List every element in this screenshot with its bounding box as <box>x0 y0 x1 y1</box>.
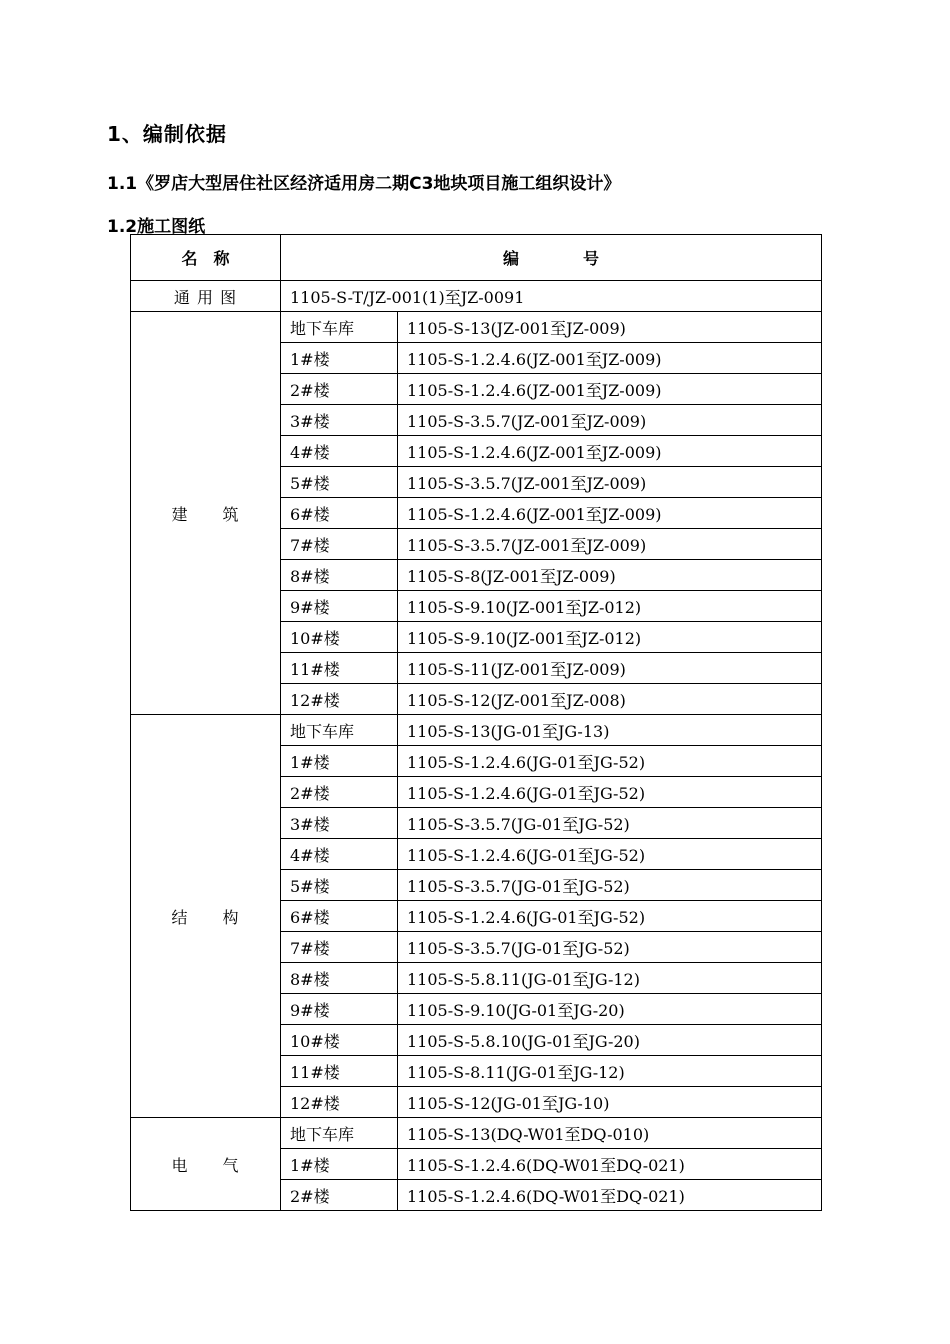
building-cell: 地下车库 <box>281 715 398 746</box>
drawing-code-cell: 1105-S-1.2.4.6(JZ-001至JZ-009) <box>398 498 822 529</box>
drawing-code-cell: 1105-S-9.10(JZ-001至JZ-012) <box>398 622 822 653</box>
building-cell: 4#楼 <box>281 436 398 467</box>
section-heading: 1、编制依据 <box>107 122 227 146</box>
general-label-cell: 通 用 图 <box>131 281 281 312</box>
building-cell: 9#楼 <box>281 591 398 622</box>
building-cell: 2#楼 <box>281 777 398 808</box>
drawing-code-cell: 1105-S-12(JG-01至JG-10) <box>398 1087 822 1118</box>
drawing-code-cell: 1105-S-12(JZ-001至JZ-008) <box>398 684 822 715</box>
drawing-code-cell: 1105-S-1.2.4.6(JG-01至JG-52) <box>398 746 822 777</box>
building-cell: 8#楼 <box>281 963 398 994</box>
building-cell: 6#楼 <box>281 498 398 529</box>
building-cell: 11#楼 <box>281 1056 398 1087</box>
drawing-code-cell: 1105-S-1.2.4.6(JG-01至JG-52) <box>398 839 822 870</box>
table-row <box>131 1118 822 1149</box>
building-cell: 2#楼 <box>281 374 398 405</box>
building-cell: 2#楼 <box>281 1180 398 1211</box>
building-cell: 1#楼 <box>281 746 398 777</box>
table-row <box>131 715 822 746</box>
drawing-code-cell: 1105-S-13(DQ-W01至DQ-010) <box>398 1118 822 1149</box>
building-cell: 10#楼 <box>281 1025 398 1056</box>
building-cell: 5#楼 <box>281 467 398 498</box>
drawing-code-cell: 1105-S-3.5.7(JG-01至JG-52) <box>398 932 822 963</box>
category-cell: 电 气 <box>131 1118 281 1211</box>
drawing-code-cell: 1105-S-8.11(JG-01至JG-12) <box>398 1056 822 1087</box>
building-cell: 5#楼 <box>281 870 398 901</box>
building-cell: 地下车库 <box>281 312 398 343</box>
drawing-code-cell: 1105-S-13(JG-01至JG-13) <box>398 715 822 746</box>
header-code-cell: 编 号 <box>281 235 822 281</box>
table-row <box>131 312 822 343</box>
drawing-code-cell: 1105-S-9.10(JZ-001至JZ-012) <box>398 591 822 622</box>
building-cell: 10#楼 <box>281 622 398 653</box>
drawing-code-cell: 1105-S-3.5.7(JZ-001至JZ-009) <box>398 529 822 560</box>
building-cell: 9#楼 <box>281 994 398 1025</box>
building-cell: 地下车库 <box>281 1118 398 1149</box>
drawing-code-cell: 1105-S-3.5.7(JG-01至JG-52) <box>398 808 822 839</box>
drawings-table <box>130 234 822 1211</box>
building-cell: 4#楼 <box>281 839 398 870</box>
building-cell: 7#楼 <box>281 529 398 560</box>
drawing-code-cell: 1105-S-5.8.10(JG-01至JG-20) <box>398 1025 822 1056</box>
building-cell: 3#楼 <box>281 405 398 436</box>
building-cell: 1#楼 <box>281 1149 398 1180</box>
building-cell: 3#楼 <box>281 808 398 839</box>
building-cell: 7#楼 <box>281 932 398 963</box>
table-row-general <box>131 281 822 312</box>
subsection-heading-1-2: 1.2施工图纸 <box>107 217 206 237</box>
building-cell: 12#楼 <box>281 684 398 715</box>
drawing-code-cell: 1105-S-1.2.4.6(JZ-001至JZ-009) <box>398 436 822 467</box>
drawing-code-cell: 1105-S-3.5.7(JZ-001至JZ-009) <box>398 467 822 498</box>
drawing-code-cell: 1105-S-1.2.4.6(JG-01至JG-52) <box>398 777 822 808</box>
subsection-heading-1-1: 1.1《罗店大型居住社区经济适用房二期C3地块项目施工组织设计》 <box>107 174 621 194</box>
drawing-code-cell: 1105-S-3.5.7(JG-01至JG-52) <box>398 870 822 901</box>
building-cell: 8#楼 <box>281 560 398 591</box>
drawing-code-cell: 1105-S-13(JZ-001至JZ-009) <box>398 312 822 343</box>
drawing-code-cell: 1105-S-1.2.4.6(DQ-W01至DQ-021) <box>398 1149 822 1180</box>
header-name-cell: 名 称 <box>131 235 281 281</box>
building-cell: 11#楼 <box>281 653 398 684</box>
drawing-code-cell: 1105-S-11(JZ-001至JZ-009) <box>398 653 822 684</box>
general-code-cell: 1105-S-T/JZ-001(1)至JZ-0091 <box>281 281 822 312</box>
drawing-code-cell: 1105-S-8(JZ-001至JZ-009) <box>398 560 822 591</box>
drawings-table-body <box>131 235 822 1211</box>
table-header-row <box>131 235 822 281</box>
building-cell: 6#楼 <box>281 901 398 932</box>
drawing-code-cell: 1105-S-3.5.7(JZ-001至JZ-009) <box>398 405 822 436</box>
drawing-code-cell: 1105-S-1.2.4.6(DQ-W01至DQ-021) <box>398 1180 822 1211</box>
drawing-code-cell: 1105-S-1.2.4.6(JZ-001至JZ-009) <box>398 374 822 405</box>
category-cell: 结 构 <box>131 715 281 1118</box>
building-cell: 12#楼 <box>281 1087 398 1118</box>
drawing-code-cell: 1105-S-5.8.11(JG-01至JG-12) <box>398 963 822 994</box>
category-cell: 建 筑 <box>131 312 281 715</box>
drawing-code-cell: 1105-S-1.2.4.6(JZ-001至JZ-009) <box>398 343 822 374</box>
building-cell: 1#楼 <box>281 343 398 374</box>
drawing-code-cell: 1105-S-1.2.4.6(JG-01至JG-52) <box>398 901 822 932</box>
drawing-code-cell: 1105-S-9.10(JG-01至JG-20) <box>398 994 822 1025</box>
